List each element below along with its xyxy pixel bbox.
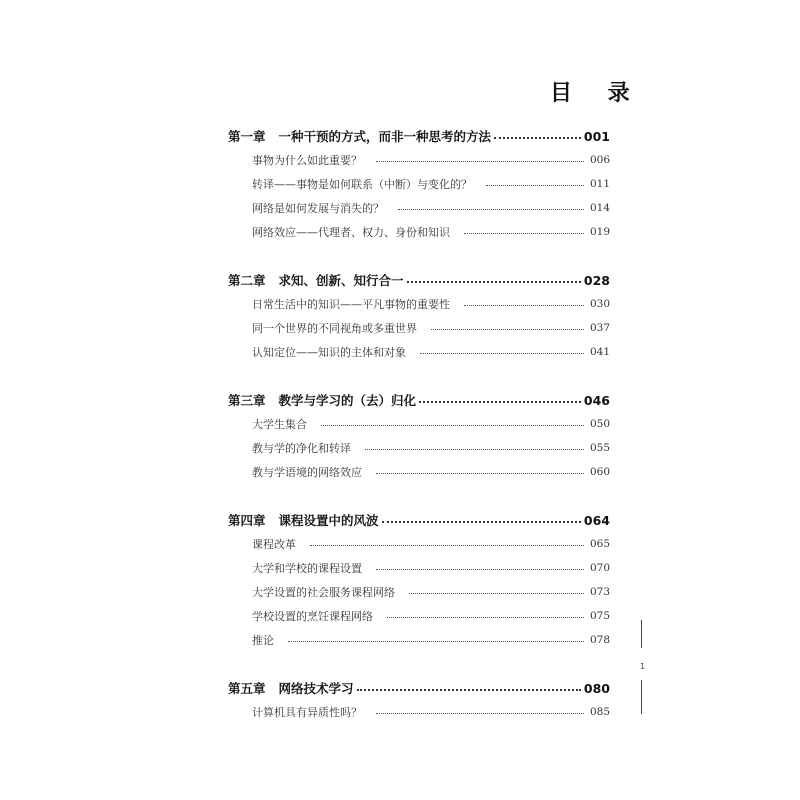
- dot-leader: [398, 209, 584, 210]
- section-page-number: 065: [589, 538, 610, 550]
- chapter-number: 第三章: [228, 393, 266, 408]
- section-title: 网络效应——代理者、权力、身份和知识: [252, 226, 450, 239]
- chapter-label: [228, 391, 416, 409]
- toc-chapter-entry[interactable]: [228, 124, 610, 148]
- toc-section-entry[interactable]: [228, 556, 610, 580]
- margin-mark: 1: [640, 662, 646, 671]
- chapter-page-number: 028: [583, 272, 610, 288]
- section-title: 网络是如何发展与消失的？: [252, 202, 384, 215]
- section-title: 转译——事物是如何联系（中断）与变化的？: [252, 178, 472, 191]
- dot-leader: [420, 353, 584, 354]
- chapter-title: 教学与学习的（去）归化: [278, 393, 417, 408]
- section-page-number: 014: [589, 202, 610, 214]
- chapter-title: 课程设置中的风波: [278, 513, 379, 528]
- toc-section-entry[interactable]: [228, 292, 610, 316]
- section-page-number: 085: [589, 706, 610, 718]
- section-page-number: 075: [589, 610, 610, 622]
- section-page-number: 060: [589, 466, 610, 478]
- dot-leader: [382, 521, 581, 523]
- toc-section-entry[interactable]: [228, 412, 610, 436]
- section-page-number: 037: [589, 322, 610, 334]
- dot-leader: [376, 473, 584, 474]
- chapter-number: 第五章: [228, 681, 266, 696]
- section-title: 大学生集合: [252, 418, 307, 431]
- dot-leader: [376, 713, 584, 714]
- section-title: 推论: [252, 634, 274, 647]
- section-title: 课程改革: [252, 538, 296, 551]
- toc-section-entry[interactable]: [228, 436, 610, 460]
- toc-section-entry[interactable]: [228, 340, 610, 364]
- section-title: 日常生活中的知识——平凡事物的重要性: [252, 298, 450, 311]
- chapter-title: 网络技术学习: [278, 681, 354, 696]
- toc-chapter-entry[interactable]: [228, 388, 610, 412]
- section-title: 教与学语境的网络效应: [252, 466, 362, 479]
- section-title: 学校设置的烹饪课程网络: [252, 610, 373, 623]
- toc-section-entry[interactable]: [228, 700, 610, 724]
- dot-leader: [464, 305, 584, 306]
- toc-chapter-entry[interactable]: [228, 676, 610, 700]
- chapter-gap: [228, 244, 610, 268]
- toc-section-entry[interactable]: [228, 172, 610, 196]
- chapter-page-number: 080: [583, 680, 610, 696]
- dot-leader: [321, 425, 584, 426]
- dot-leader: [357, 689, 581, 691]
- section-page-number: 055: [589, 442, 610, 454]
- dot-leader: [409, 593, 584, 594]
- chapter-gap: [228, 364, 610, 388]
- chapter-number: 第二章: [228, 273, 266, 288]
- section-title: 同一个世界的不同视角或多重世界: [252, 322, 417, 335]
- dot-leader: [288, 641, 584, 642]
- dot-leader: [419, 401, 581, 403]
- toc-section-entry[interactable]: [228, 628, 610, 652]
- dot-leader: [376, 569, 584, 570]
- section-page-number: 011: [589, 178, 610, 190]
- chapter-gap: [228, 652, 610, 676]
- chapter-label: [228, 127, 491, 145]
- dot-leader: [310, 545, 584, 546]
- page-title: 目 录: [550, 81, 644, 106]
- chapter-label: [228, 679, 354, 697]
- section-title: 计算机具有异质性吗？: [252, 706, 362, 719]
- section-title: 大学设置的社会服务课程网络: [252, 586, 395, 599]
- dot-leader: [365, 449, 584, 450]
- section-page-number: 006: [589, 154, 610, 166]
- toc-section-entry[interactable]: [228, 220, 610, 244]
- chapter-label: [228, 511, 379, 529]
- section-page-number: 073: [589, 586, 610, 598]
- section-title: 事物为什么如此重要？: [252, 154, 362, 167]
- section-page-number: 078: [589, 634, 610, 646]
- table-of-contents: [228, 124, 610, 724]
- toc-section-entry[interactable]: [228, 604, 610, 628]
- section-page-number: 050: [589, 418, 610, 430]
- dot-leader: [407, 281, 581, 283]
- dot-leader: [486, 185, 584, 186]
- toc-chapter-entry[interactable]: [228, 268, 610, 292]
- toc-section-entry[interactable]: [228, 316, 610, 340]
- toc-chapter-entry[interactable]: [228, 508, 610, 532]
- chapter-page-number: 064: [583, 512, 610, 528]
- margin-line-top: [641, 620, 642, 648]
- toc-section-entry[interactable]: [228, 460, 610, 484]
- section-page-number: 041: [589, 346, 610, 358]
- toc-section-entry[interactable]: [228, 148, 610, 172]
- dot-leader: [464, 233, 584, 234]
- toc-section-entry[interactable]: [228, 580, 610, 604]
- section-title: 认知定位——知识的主体和对象: [252, 346, 406, 359]
- section-page-number: 070: [589, 562, 610, 574]
- margin-line-bottom: [641, 680, 642, 714]
- section-page-number: 019: [589, 226, 610, 238]
- chapter-number: 第四章: [228, 513, 266, 528]
- dot-leader: [387, 617, 584, 618]
- dot-leader: [376, 161, 584, 162]
- section-title: 大学和学校的课程设置: [252, 562, 362, 575]
- chapter-title: 一种干预的方式，而非一种思考的方法: [278, 129, 492, 144]
- toc-section-entry[interactable]: [228, 532, 610, 556]
- dot-leader: [431, 329, 584, 330]
- chapter-title: 求知、创新、知行合一: [278, 273, 404, 288]
- chapter-gap: [228, 484, 610, 508]
- section-page-number: 030: [589, 298, 610, 310]
- chapter-page-number: 001: [583, 128, 610, 144]
- dot-leader: [494, 137, 581, 139]
- chapter-label: [228, 271, 404, 289]
- chapter-number: 第一章: [228, 129, 266, 144]
- section-title: 教与学的净化和转译: [252, 442, 351, 455]
- chapter-page-number: 046: [583, 392, 610, 408]
- toc-section-entry[interactable]: [228, 196, 610, 220]
